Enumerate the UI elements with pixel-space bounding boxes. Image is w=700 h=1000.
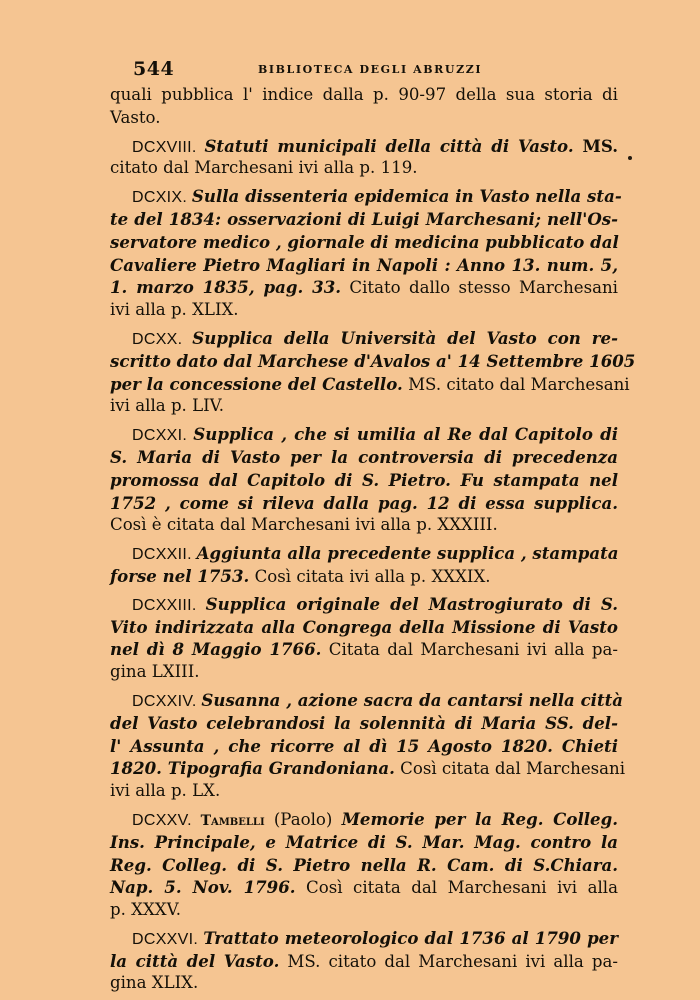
text-line: del Vasto celebrandosi la solennità di Maria SS. del-	[110, 712, 618, 733]
text-line: gina XLIX.	[110, 973, 199, 993]
text-line: p. XXXV.	[110, 900, 181, 920]
text-line	[110, 542, 618, 565]
page-number: 544	[133, 58, 175, 80]
text-line: Ins. Principale, e Matrice di S. Mar. Mag. contro la	[110, 831, 618, 852]
entry-dcxxv	[110, 808, 618, 922]
entry-dcxxvi	[110, 927, 618, 995]
entry-number: DCXXV.	[132, 811, 201, 829]
entry-title: Susanna , azione sacra da cantarsi nella città	[201, 689, 624, 710]
entry-dcxix	[110, 185, 622, 322]
text-line: S. Maria di Vasto per la controversia di precedenza	[110, 446, 618, 467]
text-line	[110, 327, 618, 350]
entry-dcxxi	[110, 423, 618, 537]
ink-speck	[628, 156, 632, 160]
entry-dcxx	[110, 327, 636, 418]
entry-title: Trattato meteorologico dal 1736 al 1790 per	[203, 927, 618, 948]
text-line: 1752 , come si rileva dalla pag. 12 di essa supplica.	[110, 492, 618, 513]
entry-number: DCXXIV.	[132, 692, 202, 710]
text-line: ivi alla p. LIV.	[110, 396, 225, 416]
text-line: Vasto.	[110, 107, 161, 127]
entry-number: DCXXIII.	[132, 596, 206, 614]
page-header	[133, 57, 613, 81]
text-line: Nap. 5. Nov. 1796. Così citata dal Marchesani ivi alla	[110, 877, 618, 898]
text-line: nel dì 8 Maggio 1766. Citata dal Marchesani ivi alla pa-	[110, 639, 618, 660]
text-line: scritto dato dal Marchese d'Avalos a' 14 Settembre 1605	[110, 350, 636, 371]
text-line: 1820. Tipografia Grandoniana. Così citata dal Marchesani	[110, 758, 626, 779]
entry-dcxviii	[110, 135, 618, 181]
text-line: forse nel 1753. Così citata ivi alla p. XXXIX.	[110, 565, 491, 586]
entry-title: Supplica della Università del Vasto con re-	[192, 327, 618, 348]
entry-number: DCXXVI.	[132, 930, 204, 948]
text-line	[110, 423, 618, 446]
text-line	[110, 185, 622, 208]
text-line: ivi alla p. XLIX.	[110, 300, 239, 320]
entry-dcxxiv	[110, 689, 626, 803]
entry-number: DCXVIII.	[132, 138, 205, 156]
text-line: ivi alla p. LX.	[110, 781, 221, 801]
entry-title: Aggiunta alla precedente supplica , stampata	[196, 543, 619, 564]
entry-dcxxii	[110, 542, 618, 588]
text-line	[110, 927, 618, 950]
text-line: 1. marzo 1835, pag. 33. Citato dallo stesso Marchesani	[110, 277, 618, 298]
text-line: DCXVIII. Statuti municipali della città di Vasto. MS.	[132, 135, 618, 156]
text-line: citato dal Marchesani ivi alla p. 119.	[110, 158, 418, 178]
text-line: Così è citata dal Marchesani ivi alla p. XXXIII.	[110, 515, 498, 535]
text-line: promossa dal Capitolo di S. Pietro. Fu stampata nel	[110, 469, 618, 490]
text-line: DCXXV. Tambelli (Paolo) Memorie per la Reg. Colleg.	[132, 808, 618, 829]
entry-dcxxiii	[110, 593, 618, 684]
entry-number: DCXIX.	[132, 189, 192, 207]
entry-number: DCXXII.	[132, 546, 197, 564]
text-line: servatore medico , giornale di medicina pubblicato dal	[110, 231, 619, 252]
entry-title: Supplica , che si umilia al Re dal Capitolo di	[193, 424, 618, 445]
text-line	[110, 593, 618, 616]
text-line: quali pubblica l' indice dalla p. 90-97 della sua storia di	[110, 85, 618, 104]
entry-continuation	[110, 84, 618, 130]
entry-title: Memorie per la Reg. Colleg.	[341, 808, 618, 829]
text-line	[110, 689, 624, 712]
running-head: BIBLIOTECA DEGLI ABRUZZI	[258, 63, 483, 76]
text-line: per la concessione del Castello. MS. citato dal Marchesani	[110, 373, 630, 394]
text-line: Cavaliere Pietro Magliari in Napoli : Anno 13. num. 5,	[110, 254, 618, 275]
entry-title: Supplica originale del Mastrogiurato di S.	[205, 593, 618, 614]
text-line: Reg. Colleg. di S. Pietro nella R. Cam. di S.Chiara.	[110, 854, 618, 875]
bibliography-text	[110, 84, 636, 1000]
entry-title: Statuti municipali della città di Vasto.	[204, 135, 574, 156]
text-line: la città del Vasto. MS. citato dal Marchesani ivi alla pa-	[110, 950, 618, 971]
entry-number: DCXX.	[132, 330, 193, 348]
entry-number: DCXXI.	[132, 427, 194, 445]
text-line: te del 1834: osservazioni di Luigi Marchesani; nell'Os-	[110, 208, 618, 229]
text-line: gina LXIII.	[110, 662, 200, 682]
text-line: l' Assunta , che ricorre al dì 15 Agosto 1820. Chieti	[110, 735, 618, 756]
author-name: Tambelli	[200, 812, 265, 829]
text-line: Vito indirizzata alla Congrega della Missione di Vasto	[110, 616, 618, 637]
entry-title: Sulla dissenteria epidemica in Vasto nella sta-	[191, 186, 622, 207]
